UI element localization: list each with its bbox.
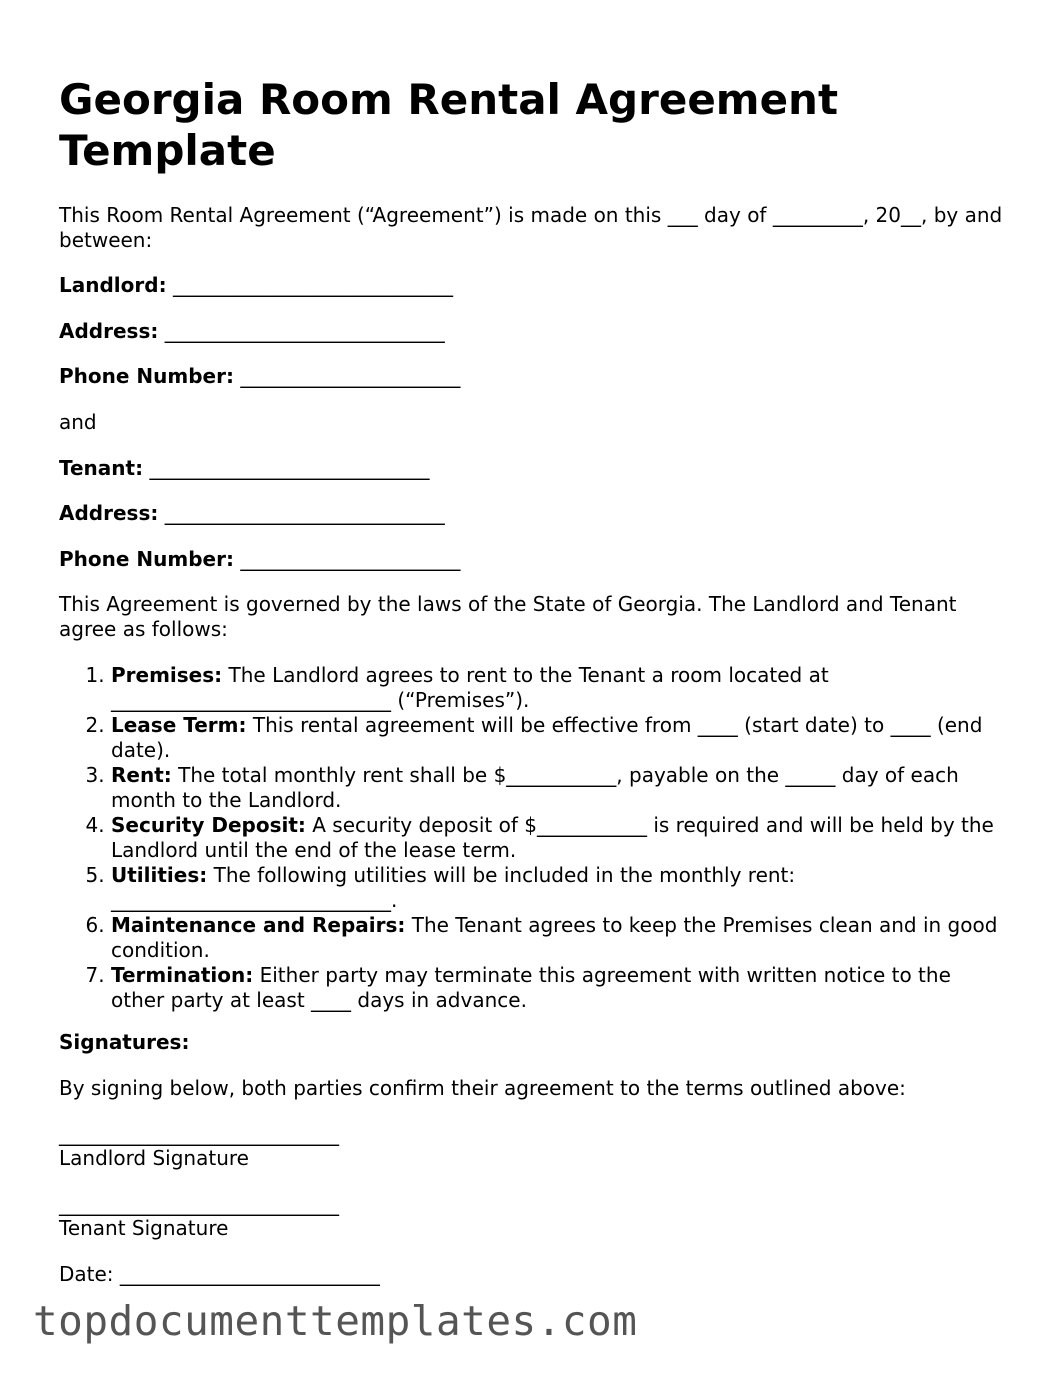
- tenant-phone-line: [59, 547, 460, 572]
- landlord-signature-line: ____________________________: [59, 1122, 339, 1146]
- list-item: [111, 863, 1009, 913]
- tenant-name-blank: ____________________________: [149, 456, 430, 480]
- tenant-address-label: Address:: [59, 501, 159, 525]
- tenant-name-label: Tenant:: [59, 456, 144, 480]
- tenant-address-line: [59, 501, 445, 526]
- term-text: The Tenant agrees to keep the Premises clean and in good condition.: [111, 913, 998, 962]
- landlord-signature-label: Landlord Signature: [59, 1146, 249, 1170]
- date-label: Date:: [59, 1262, 114, 1286]
- term-heading: Maintenance and Repairs:: [111, 913, 406, 937]
- date-blank: __________________________: [119, 1262, 380, 1286]
- term-text: Either party may terminate this agreement with written notice to the other party at least ____ days in advance.: [111, 963, 951, 1012]
- document-title: Georgia Room Rental Agreement Template: [59, 75, 839, 175]
- landlord-address-blank: ____________________________: [164, 319, 445, 343]
- term-text: The total monthly rent shall be $___________, payable on the _____ day of each month to the Landlord.: [111, 763, 959, 812]
- landlord-name-line: [59, 273, 453, 298]
- date-line: [59, 1262, 380, 1287]
- tenant-address-blank: ____________________________: [164, 501, 445, 525]
- intro-paragraph: This Room Rental Agreement (“Agreement”) is made on this ___ day of _________, 20__, by and between:: [59, 203, 1003, 252]
- and-text: and: [59, 410, 97, 434]
- term-text: The following utilities will be included in the monthly rent: ____________________________.: [111, 863, 796, 912]
- term-text: This rental agreement will be effective from ____ (start date) to ____ (end date).: [111, 713, 983, 762]
- tenant-phone-blank: ______________________: [240, 547, 461, 571]
- list-item: [111, 963, 1009, 1013]
- list-item: [111, 763, 1009, 813]
- landlord-phone-blank: ______________________: [240, 364, 461, 388]
- term-text: A security deposit of $___________ is required and will be held by the Landlord until the end of the lease term.: [111, 813, 994, 862]
- term-heading: Utilities:: [111, 863, 208, 887]
- term-heading: Lease Term:: [111, 713, 247, 737]
- list-item: [111, 913, 1009, 963]
- landlord-address-line: [59, 319, 445, 344]
- landlord-phone-line: [59, 364, 460, 389]
- terms-list: [59, 663, 1009, 1013]
- landlord-address-label: Address:: [59, 319, 159, 343]
- list-item: [111, 663, 1009, 713]
- list-item: [111, 813, 1009, 863]
- term-heading: Security Deposit:: [111, 813, 306, 837]
- tenant-signature-label: Tenant Signature: [59, 1216, 229, 1240]
- landlord-name-blank: ____________________________: [172, 273, 453, 297]
- tenant-phone-label: Phone Number:: [59, 547, 234, 571]
- landlord-name-label: Landlord:: [59, 273, 167, 297]
- term-heading: Rent:: [111, 763, 172, 787]
- term-heading: Premises:: [111, 663, 223, 687]
- governing-paragraph: This Agreement is governed by the laws of the State of Georgia. The Landlord and Tenant agree as follows:: [59, 592, 957, 641]
- term-text: The Landlord agrees to rent to the Tenant a room located at ____________________________ (“Premises”).: [111, 663, 829, 712]
- watermark: topdocumenttemplates.com: [33, 1297, 638, 1345]
- term-heading: Termination:: [111, 963, 254, 987]
- signatures-heading: Signatures:: [59, 1030, 190, 1054]
- tenant-signature-line: ____________________________: [59, 1192, 339, 1216]
- landlord-phone-label: Phone Number:: [59, 364, 234, 388]
- signatures-confirm-text: By signing below, both parties confirm their agreement to the terms outlined above:: [59, 1076, 906, 1100]
- list-item: [111, 713, 1009, 763]
- tenant-name-line: [59, 456, 429, 481]
